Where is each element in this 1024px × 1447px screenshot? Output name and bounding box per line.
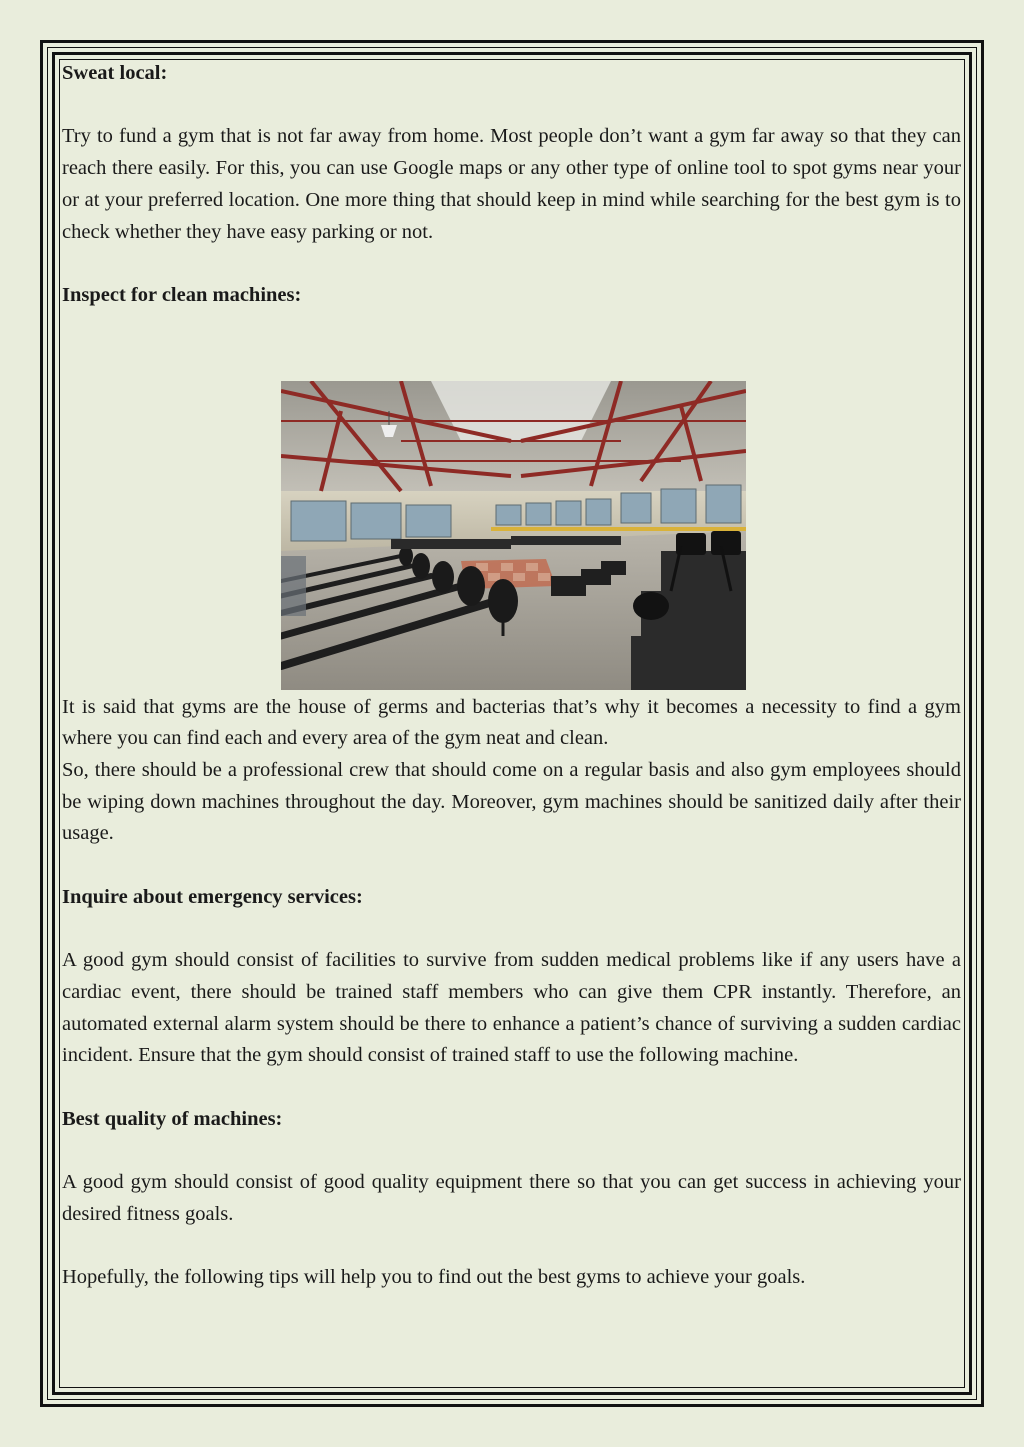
section-heading-sweat-local: Sweat local: [62, 62, 168, 84]
paragraph-clean-machines-1: It is said that gyms are the house of germs and bacterias that’s why it becomes a necessity to find a gym where you can find each and every area of the gym neat and clean. [62, 695, 961, 750]
paragraph-sweat-local: Try to fund a gym that is not far away from home. Most people don’t want a gym far away so that they can reach there easily. For this, you can use Google maps or any other type of online tool to spot gyms near your or at your preferred location. One more thing that should keep in mind while searching for the best gym is to check whether they have easy parking or not. [62, 125, 961, 243]
spacer [62, 850, 961, 882]
spacer [62, 1135, 961, 1167]
section-heading-clean-machines: Inspect for clean machines: [62, 283, 302, 306]
paragraph-closing: Hopefully, the following tips will help you to find out the best gyms to achieve your goals. [62, 1266, 806, 1289]
section-heading-quality-machines: Best quality of machines: [62, 1107, 283, 1130]
paragraph-quality-machines: A good gym should consist of good quality equipment there so that you can get success in achieving your desired fitness goals. [62, 1171, 961, 1225]
paragraph-emergency-services: A good gym should consist of facilities to survive from sudden medical problems like if any users have a cardiac event, there should be trained staff members who can give them CPR instantly. Therefore, an automated external alarm system should be there to enhance a patient’s chance of surviving a sudden cardiac incident. Ensure that the gym should consist of trained staff to use the following machine. [62, 949, 961, 1067]
spacer [62, 1230, 961, 1262]
gym-interior-photo [281, 381, 746, 690]
spacer [62, 914, 961, 946]
spacer [62, 1072, 961, 1104]
spacer [62, 90, 961, 122]
spacer [62, 248, 961, 280]
section-heading-emergency-services: Inquire about emergency services: [62, 885, 363, 908]
paragraph-clean-machines-2: So, there should be a professional crew that should come on a regular basis and also gym employees should be wiping down machines throughout the day. Moreover, gym machines should be sanitized daily after their usage. [62, 759, 961, 845]
gym-interior-illustration [281, 381, 746, 690]
